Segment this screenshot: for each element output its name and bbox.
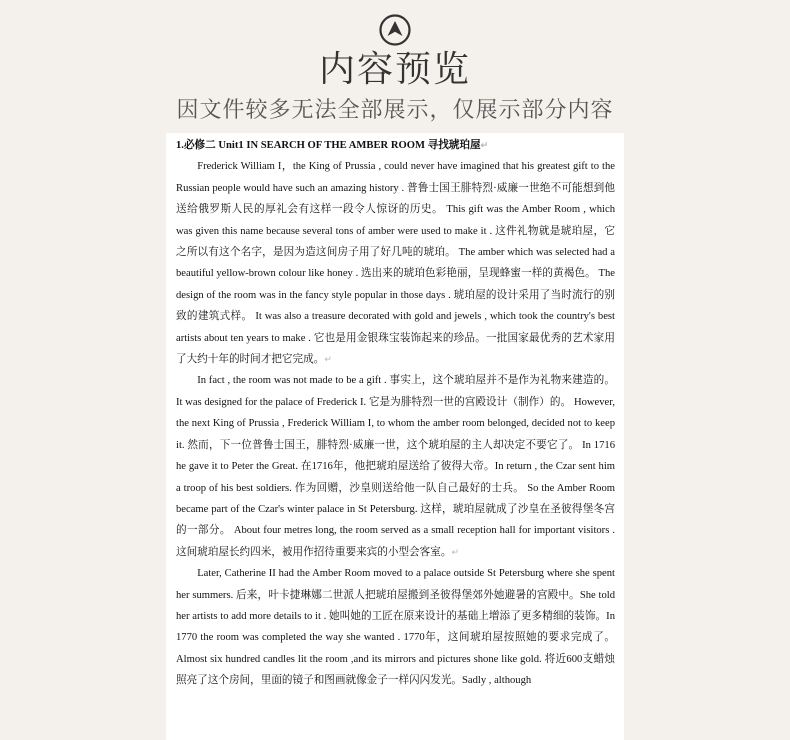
paragraph bbox=[176, 563, 615, 691]
document-body bbox=[166, 133, 624, 692]
document-heading bbox=[176, 135, 615, 156]
page-title: 内容预览 bbox=[318, 49, 471, 90]
paragraph-text: Later, Catherine II had the Amber Room moved to a palace outside St Petersburg where she spent her summers. 后来，叶卡捷琳娜二世派人把琥珀屋搬到圣彼得堡郊外她避暑的宫殿中。She told her artists to add more details to it . 她叫她的工匠在原来设计的基础上增添了更多精细的装饰。In 1770 the room was completed the way she wanted . 1770年，这间琥珀屋按照她的要求完成了。Almost six hundred candles lit the room ,and its mirrors and pictures shone like gold. 将近600支蜡烛照亮了这个房间，里面的镜子和图画就像金子一样闪闪发光。Sadly , although bbox=[176, 568, 615, 687]
paragraph-text: Frederick William I，the King of Prussia , could never have imagined that his greatest gift to the Russian people would have such an amazing history . 普鲁士国王腓特烈·威廉一世绝不可能想到他送给俄罗斯人民的厚礼会有这样一段令人惊讶的历史。 This gift was the Amber Room , which was given this name because several tons of amber were used to make it . 这件礼物就是琥珀屋，它之所以有这个名字，是因为造这间房子用了好几吨的琥珀。 The amber which was selected had a beautiful yellow-brown colour like honey . 选出来的琥珀色彩艳丽，呈现蜂蜜一样的黄褐色。 The design of the room was in the fancy style popular in those days . 琥珀屋的设计采用了当时流行的别致的建筑式样。 It was also a treasure decorated with gold and jewels , which took the country's best artists about ten years to make . 它也是用金银珠宝装饰起来的珍品。一批国家最优秀的艺术家用了大约十年的时间才把它完成。 bbox=[176, 161, 615, 366]
preview-header bbox=[0, 0, 790, 130]
chevron-up-circle-icon bbox=[379, 14, 411, 46]
page-subtitle: 因文件较多无法全部展示，仅展示部分内容 bbox=[176, 98, 614, 123]
paragraph-mark-icon: ↵ bbox=[480, 140, 489, 150]
document-heading-text: 1.必修二 Unit1 IN SEARCH OF THE AMBER ROOM 寻找琥珀屋 bbox=[176, 140, 481, 151]
paragraph-text: In fact , the room was not made to be a gift . 事实上，这个琥珀屋并不是作为礼物来建造的。 It was designed for the palace of Frederick I. 它是为腓特烈一世的宫殿设计（制作）的。 However, the next King of Prussia , Frederick William I, to whom the amber room belonged, decided not to keep it. 然而，下一位普鲁士国王，腓特烈·威廉一世，这个琥珀屋的主人却决定不要它了。 In 1716 he gave it to Peter the Great. 在1716年，他把琥珀屋送给了彼得大帝。In return , the Czar sent him a troop of his best soldiers. 作为回赠，沙皇则送给他一队自己最好的士兵。 So the Amber Room became part of the Czar's winter palace in St Petersburg. 这样，琥珀屋就成了沙皇在圣彼得堡冬宫的一部分。 About four metres long, the room served as a small reception hall for important visitors . 这间琥珀屋长约四米，被用作招待重要来宾的小型会客室。 bbox=[176, 375, 615, 558]
paragraph-mark-icon: ↵ bbox=[324, 354, 332, 365]
paragraph bbox=[176, 156, 615, 370]
document-preview bbox=[166, 133, 624, 740]
paragraph-mark-icon: ↵ bbox=[451, 546, 459, 557]
paragraph bbox=[176, 370, 615, 563]
